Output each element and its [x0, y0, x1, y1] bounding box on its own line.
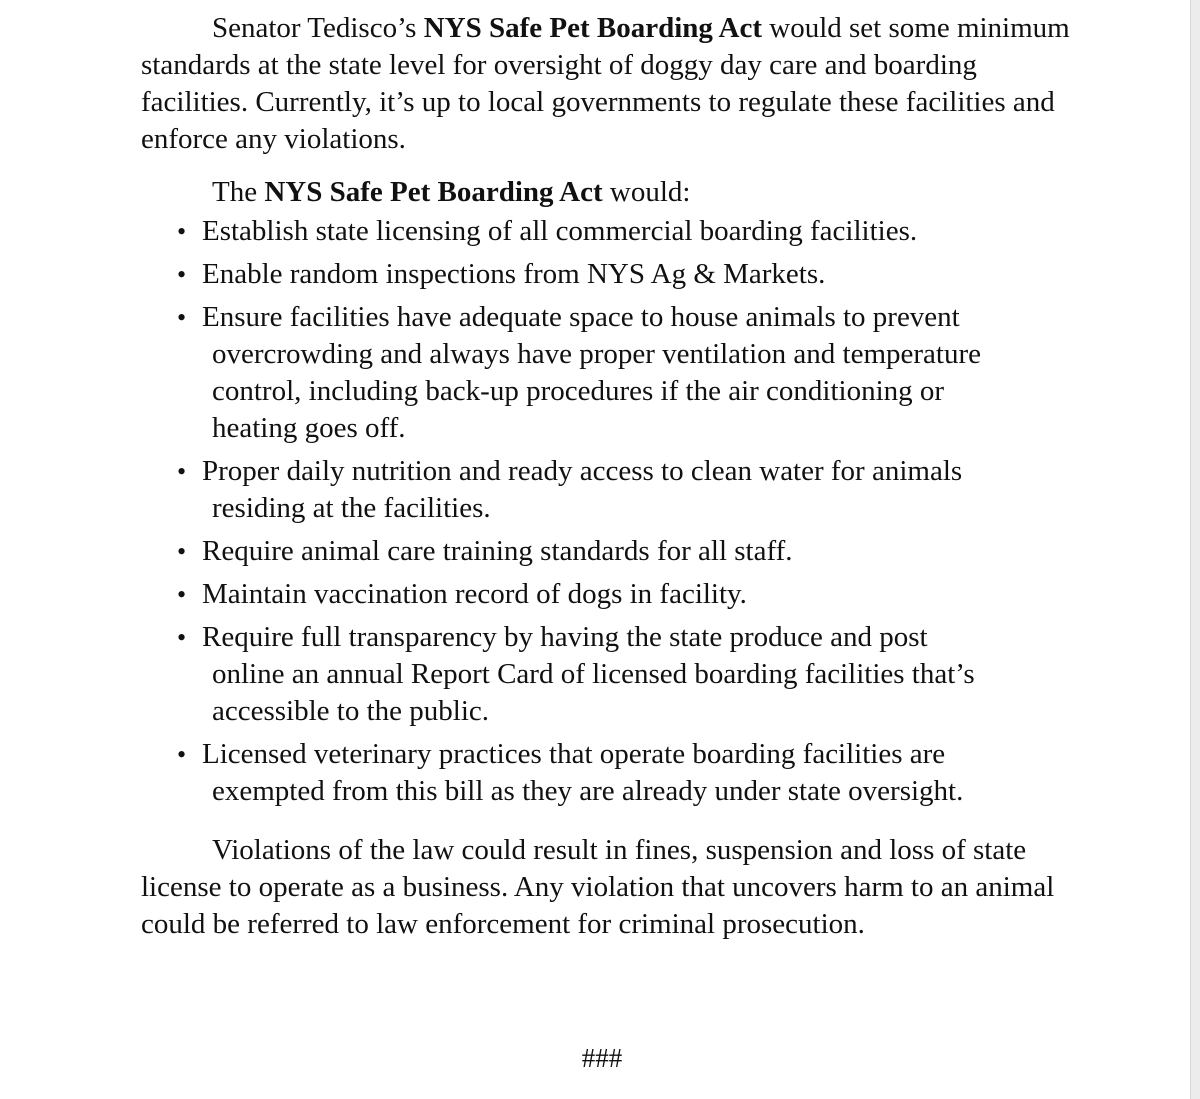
page-edge-divider: [1190, 0, 1200, 1099]
lead-paragraph: [141, 174, 1081, 211]
list-item: [141, 299, 1081, 447]
list-item-text: Ensure facilities have adequate space to house animals to prevent: [202, 301, 960, 333]
list-item-text: Require animal care training standards for all staff.: [202, 535, 793, 567]
list-item-text: Maintain vaccination record of dogs in facility.: [202, 578, 747, 610]
bullet-icon: •: [177, 260, 187, 289]
bullet-icon: •: [177, 303, 187, 332]
bullet-icon: •: [177, 217, 187, 246]
provisions-list: [141, 213, 1081, 810]
list-item: [141, 576, 1081, 613]
end-of-release-mark: ###: [581, 1043, 623, 1073]
intro-paragraph: [141, 10, 1081, 158]
list-item-text: Proper daily nutrition and ready access to clean water for animals: [202, 455, 963, 487]
list-item: [141, 533, 1081, 570]
act-name-bold: NYS Safe Pet Boarding Act: [423, 12, 763, 44]
intro-suffix: would set some minimum standards at the state level for oversight of doggy day care and boarding facilities. Currently, it’s up to local governments to regulate these facilities and enforce any violations.: [141, 12, 1070, 155]
violations-paragraph: Violations of the law could result in fines, suspension and loss of state license to operate as a business. Any violation that uncovers harm to an animal could be referred to law enforcement for criminal prosecution.: [141, 834, 1055, 940]
list-item: [141, 736, 1081, 810]
list-item: [141, 453, 1081, 527]
list-item-text: Enable random inspections from NYS Ag & Markets.: [202, 258, 826, 290]
list-item-text: Require full transparency by having the state produce and post: [202, 621, 928, 653]
list-item: [141, 619, 1081, 730]
list-item-text: Establish state licensing of all commercial boarding facilities.: [202, 215, 918, 247]
bullet-icon: •: [177, 457, 187, 486]
lead-prefix: The: [212, 176, 265, 208]
bullet-icon: •: [177, 623, 187, 652]
list-item-text: Licensed veterinary practices that operate boarding facilities are: [202, 738, 946, 770]
lead-suffix: would:: [602, 176, 691, 208]
list-item: [141, 213, 1081, 250]
list-item-continuation: residing at the facilities.: [212, 492, 491, 524]
intro-prefix: Senator Tedisco’s: [212, 12, 424, 44]
document-body: [141, 10, 1081, 943]
list-item-continuation: online an annual Report Card of licensed boarding facilities that’s accessible to the public.: [212, 658, 975, 727]
bullet-icon: •: [177, 537, 187, 566]
bullet-icon: •: [177, 740, 187, 769]
act-name-bold: NYS Safe Pet Boarding Act: [264, 176, 603, 208]
list-item: [141, 256, 1081, 293]
list-item-continuation: overcrowding and always have proper ventilation and temperature control, including back-up procedures if the air conditioning or heating goes off.: [212, 338, 982, 444]
list-item-continuation: exempted from this bill as they are already under state oversight.: [212, 775, 964, 807]
bullet-icon: •: [177, 580, 187, 609]
